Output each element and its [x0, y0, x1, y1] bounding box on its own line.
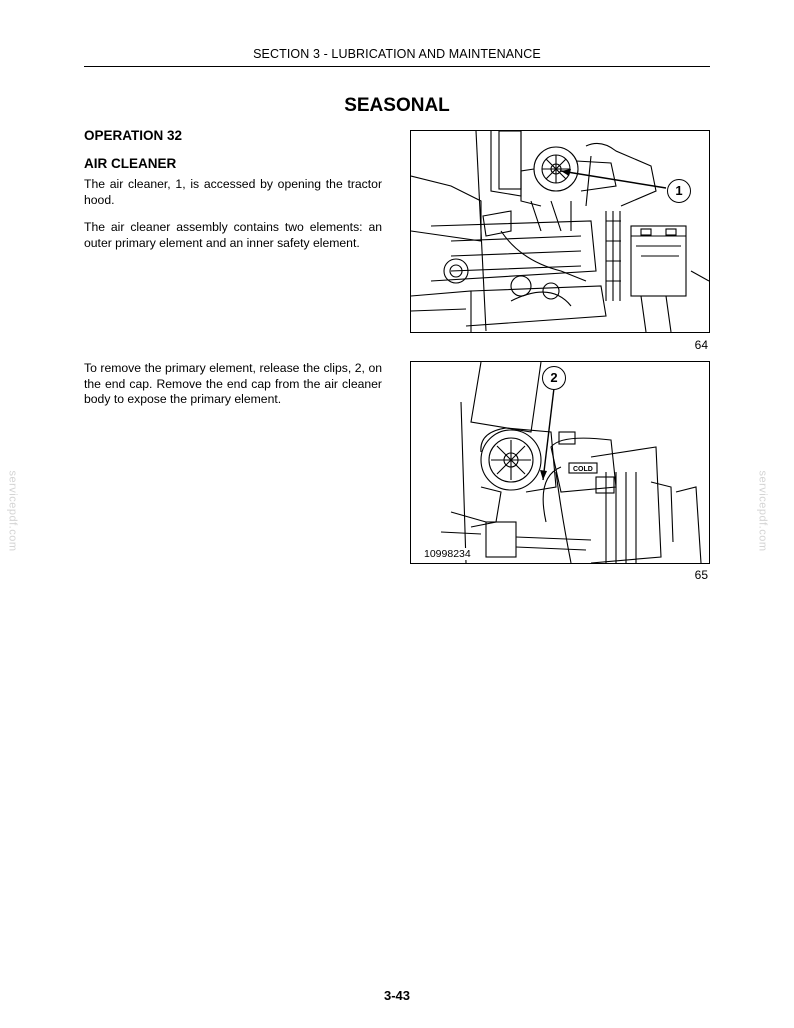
air-cleaner-heading: AIR CLEANER	[84, 156, 177, 171]
air-cleaner-closeup-drawing	[411, 362, 709, 563]
svg-text:COLD: COLD	[573, 466, 593, 473]
figure-64-illustration	[410, 130, 710, 333]
callout-2: 2	[542, 366, 566, 390]
watermark-right: servicepdf.com	[756, 470, 769, 552]
header-rule	[84, 66, 710, 67]
callout-1: 1	[667, 179, 691, 203]
part-number: 10998234	[424, 548, 471, 560]
figure-number-64: 64	[694, 338, 708, 352]
page-number: 3-43	[383, 988, 411, 1003]
figure-65-illustration	[410, 361, 710, 564]
paragraph-remove: To remove the primary element, release the clips, 2, on the end cap. Remove the end cap from the air cleaner body to expose the primary element.	[84, 361, 382, 406]
section-header: SECTION 3 - LUBRICATION AND MAINTENANCE	[253, 47, 541, 61]
operation-heading: OPERATION 32	[84, 128, 183, 143]
watermark-left: servicepdf.com	[6, 470, 19, 552]
engine-bay-drawing	[411, 131, 709, 332]
page-title: SEASONAL	[344, 95, 450, 116]
figure-number-65: 65	[694, 568, 708, 582]
paragraph-access: The air cleaner, 1, is accessed by opening the tractor hood.	[84, 177, 382, 207]
paragraph-elements: The air cleaner assembly contains two elements: an outer primary element and an inner safety element.	[84, 220, 382, 250]
